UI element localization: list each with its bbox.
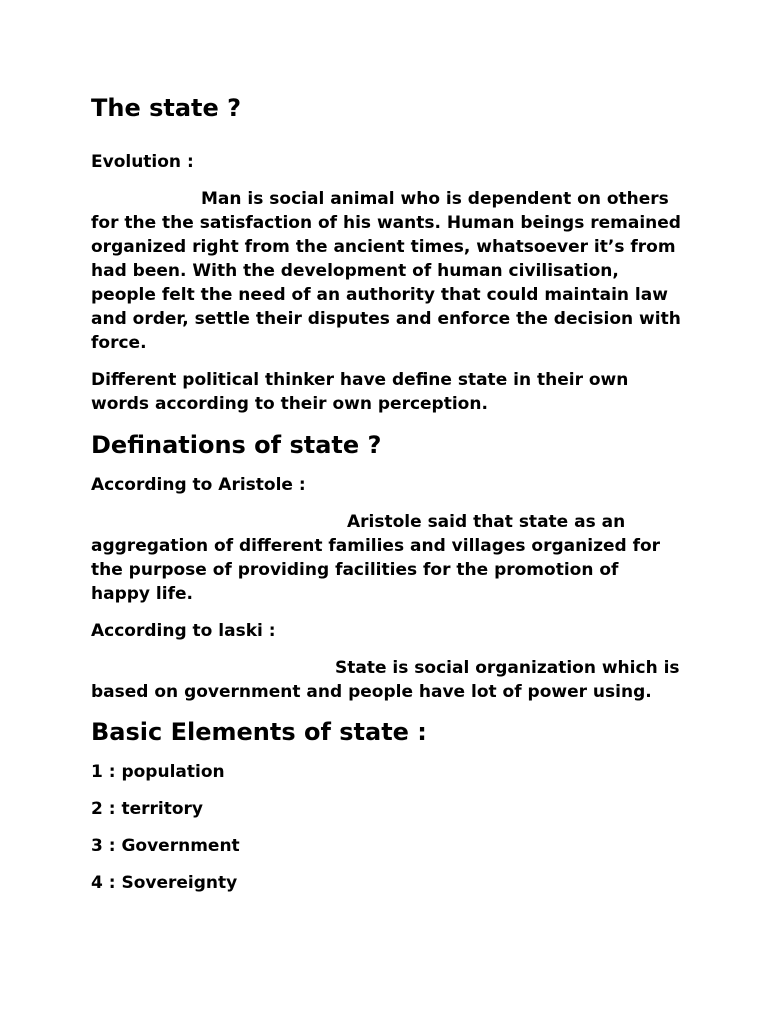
list-item: 3 : Government	[91, 836, 240, 856]
aristotle-label: According to Aristole :	[91, 475, 306, 495]
list-item: 1 : population	[91, 762, 225, 782]
aristotle-paragraph: Aristole said that state as an aggregation of different families and villages organized for the purpose of providing facilities for the promotion of happy life.	[91, 512, 661, 604]
evolution-paragraph: Man is social animal who is dependent on others for the the satisfaction of his wants. Human beings remained organized right from the ancient times, whatsoever it’s from had been. With the development of human civilisation, people felt the need of an authority that could maintain law and order, settle their disputes and enforce the decision with force.	[91, 189, 681, 353]
list-item: 2 : territory	[91, 799, 203, 819]
heading-definitions: Definations of state ?	[91, 431, 382, 459]
list-item: 4 : Sovereignty	[91, 873, 238, 893]
laski-label: According to laski :	[91, 621, 276, 641]
heading-the-state: The state ?	[91, 94, 242, 122]
document-page	[91, 92, 681, 895]
laski-paragraph: State is social organization which is based on government and people have lot of power using.	[91, 658, 680, 702]
heading-basic-elements: Basic Elements of state :	[91, 718, 427, 746]
thinkers-paragraph: Different political thinker have define state in their own words according to their own perception.	[91, 370, 629, 414]
evolution-label: Evolution :	[91, 152, 194, 172]
